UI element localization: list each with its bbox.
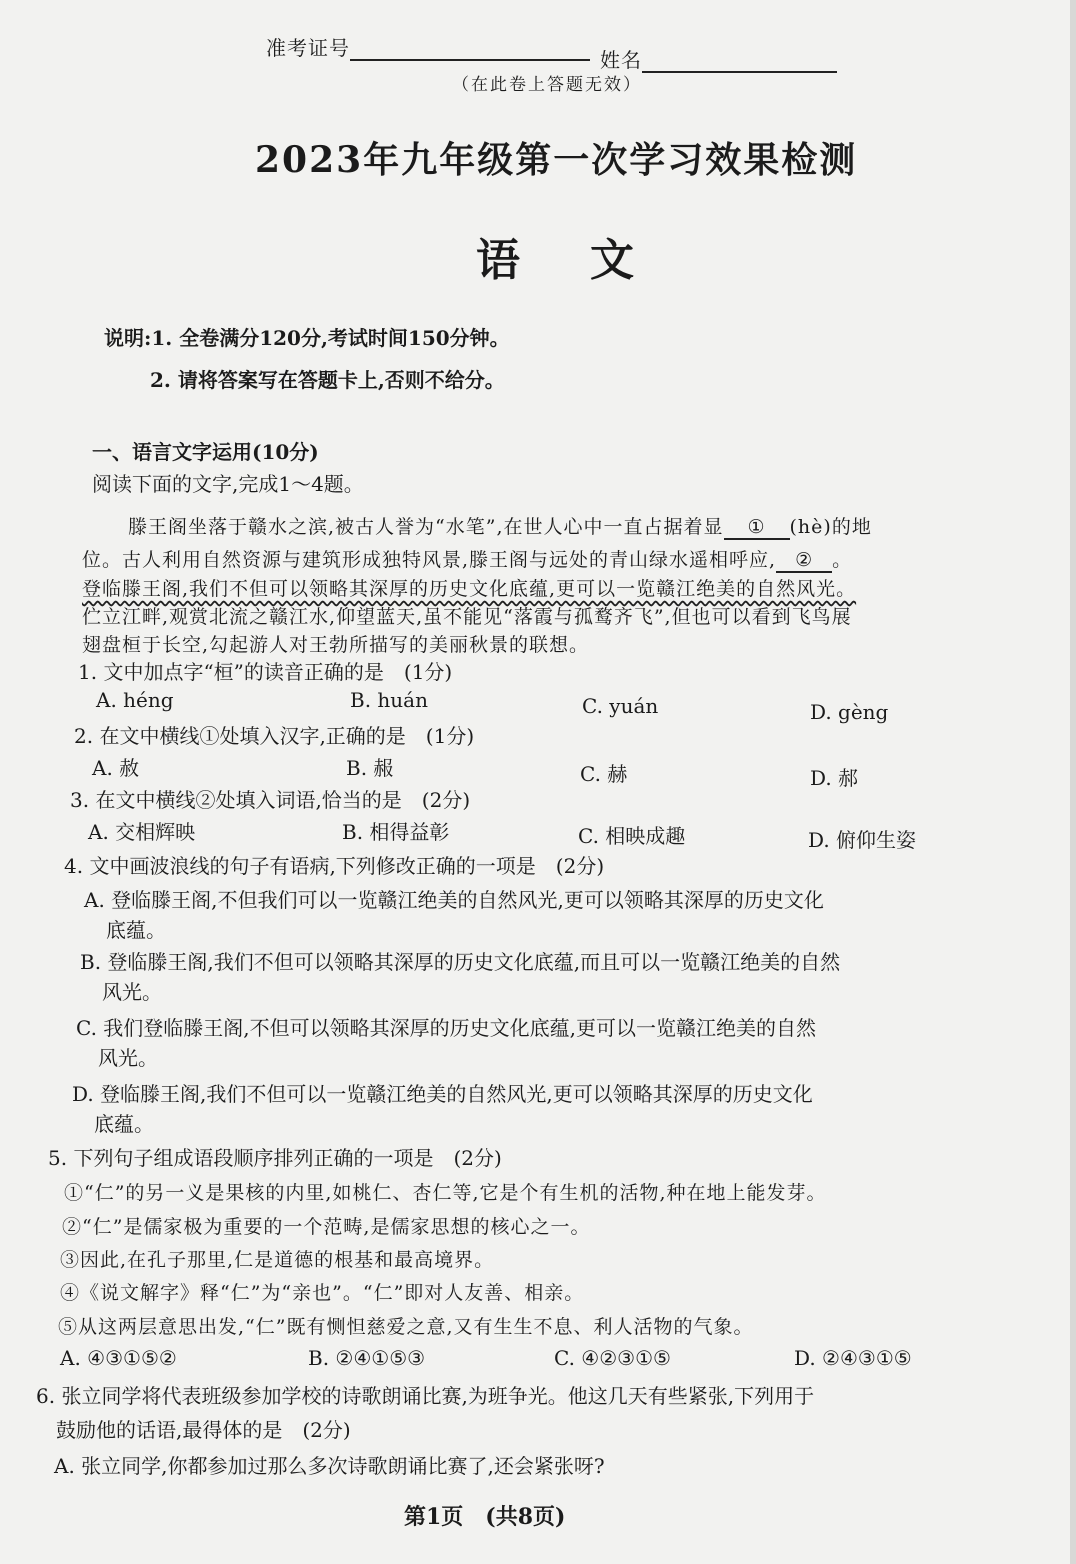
passage-text: 滕王阁坐落于赣水之滨,被古人誉为“水笔”,在世人心中一直占据着显	[128, 516, 724, 538]
q4-option-c[interactable]: C. 我们登临滕王阁,不但可以领略其深厚的历史文化底蕴,更可以一览赣江绝美的自然	[76, 1016, 817, 1040]
exam-id-blank[interactable]	[350, 37, 590, 61]
q5-option-d[interactable]: D. ②④③①⑤	[794, 1346, 912, 1370]
blank-2: ②	[776, 549, 832, 573]
exam-id-field	[266, 32, 590, 61]
q1-option-c[interactable]: C. yuán	[582, 694, 659, 718]
passage-line-4: 伫立江畔,观赏北流之赣江水,仰望蓝天,虽不能见“落霞与孤鹜齐飞”,但也可以看到飞鸟展	[82, 606, 852, 628]
question-2-stem: 2. 在文中横线①处填入汉字,正确的是 (1分)	[74, 724, 475, 748]
passage-line-5: 翅盘桓于长空,勾起游人对王勃所描写的美丽秋景的联想。	[82, 634, 590, 656]
q4-option-a-cont: 底蕴。	[106, 918, 166, 942]
passage-text: (hè)的地	[789, 516, 872, 538]
q6-option-a[interactable]: A. 张立同学,你都参加过那么多次诗歌朗诵比赛了,还会紧张呀?	[54, 1454, 605, 1478]
q2-option-d[interactable]: D. 郝	[810, 766, 859, 790]
scan-edge	[1070, 0, 1076, 1564]
q3-option-c[interactable]: C. 相映成趣	[578, 824, 686, 848]
question-3-stem: 3. 在文中横线②处填入词语,恰当的是 (2分)	[70, 788, 471, 812]
q4-option-c-cont: 风光。	[98, 1046, 158, 1070]
q3-option-d[interactable]: D. 俯仰生姿	[808, 828, 917, 852]
q3-option-a[interactable]: A. 交相辉映	[88, 820, 196, 844]
header-note: （在此卷上答题无效）	[452, 75, 642, 95]
q5-option-b[interactable]: B. ②④①⑤③	[308, 1346, 426, 1370]
passage-wavy-sentence: 登临滕王阁,我们不但可以领略其深厚的历史文化底蕴,更可以一览赣江绝美的自然风光。	[82, 578, 857, 600]
q5-sentence: ⑤从这两层意思出发,“仁”既有恻怛慈爱之意,又有生生不息、利人活物的气象。	[58, 1316, 754, 1338]
passage-text: 。	[832, 549, 853, 571]
subject-title: 语文	[476, 235, 704, 286]
passage-line-1	[128, 512, 872, 540]
q4-option-b-cont: 风光。	[102, 980, 162, 1004]
section-heading: 一、语言文字运用(10分)	[92, 440, 319, 464]
name-field	[600, 44, 837, 73]
page-footer: 第1页 (共8页)	[404, 1504, 566, 1530]
instruction-1: 说明:1. 全卷满分120分,考试时间150分钟。	[104, 326, 510, 350]
question-6-stem-cont: 鼓励他的话语,最得体的是 (2分)	[56, 1418, 351, 1442]
q1-option-d[interactable]: D. gèng	[810, 700, 889, 724]
q4-option-a[interactable]: A. 登临滕王阁,不但我们可以一览赣江绝美的自然风光,更可以领略其深厚的历史文化	[84, 888, 824, 912]
instruction-2: 2. 请将答案写在答题卡上,否则不给分。	[150, 368, 505, 392]
exam-id-label: 准考证号	[266, 36, 350, 60]
q2-option-c[interactable]: C. 赫	[580, 762, 628, 786]
passage-text: 位。古人利用自然资源与建筑形成独特风景,滕王阁与远处的青山绿水遥相呼应,	[82, 549, 777, 571]
passage-line-2	[82, 545, 852, 573]
q5-sentence: ③因此,在孔子那里,仁是道德的根基和最高境界。	[60, 1249, 495, 1271]
q5-sentence: ④《说文解字》释“仁”为“亲也”。“仁”即对人友善、相亲。	[60, 1282, 585, 1304]
q3-option-b[interactable]: B. 相得益彰	[342, 820, 450, 844]
page-title: 2023年九年级第一次学习效果检测	[255, 139, 858, 181]
question-5-stem: 5. 下列句子组成语段顺序排列正确的一项是 (2分)	[48, 1146, 502, 1170]
q4-option-d-cont: 底蕴。	[94, 1112, 154, 1136]
q5-sentence: ②“仁”是儒家极为重要的一个范畴,是儒家思想的核心之一。	[62, 1216, 591, 1238]
section-intro: 阅读下面的文字,完成1～4题。	[92, 472, 364, 496]
q4-option-d[interactable]: D. 登临滕王阁,我们不但可以一览赣江绝美的自然风光,更可以领略其深厚的历史文化	[72, 1082, 813, 1106]
q1-option-a[interactable]: A. héng	[96, 688, 174, 712]
name-label: 姓名	[600, 48, 642, 72]
question-1-stem: 1. 文中加点字“桓”的读音正确的是 (1分)	[78, 660, 453, 684]
q4-option-b[interactable]: B. 登临滕王阁,我们不但可以领略其深厚的历史文化底蕴,而且可以一览赣江绝美的自然	[80, 950, 841, 974]
name-blank[interactable]	[642, 49, 837, 73]
q5-sentence: ①“仁”的另一义是果核的内里,如桃仁、杏仁等,它是个有生机的活物,种在地上能发芽。	[64, 1182, 827, 1204]
q2-option-b[interactable]: B. 赧	[346, 756, 394, 780]
question-4-stem: 4. 文中画波浪线的句子有语病,下列修改正确的一项是 (2分)	[64, 854, 605, 878]
q5-option-a[interactable]: A. ④③①⑤②	[60, 1346, 177, 1370]
q1-option-b[interactable]: B. huán	[350, 688, 428, 712]
blank-1: ①	[724, 516, 790, 540]
q5-option-c[interactable]: C. ④②③①⑤	[554, 1346, 671, 1370]
question-6-stem: 6. 张立同学将代表班级参加学校的诗歌朗诵比赛,为班争光。他这几天有些紧张,下列用于	[36, 1384, 815, 1408]
q2-option-a[interactable]: A. 赦	[92, 756, 140, 780]
